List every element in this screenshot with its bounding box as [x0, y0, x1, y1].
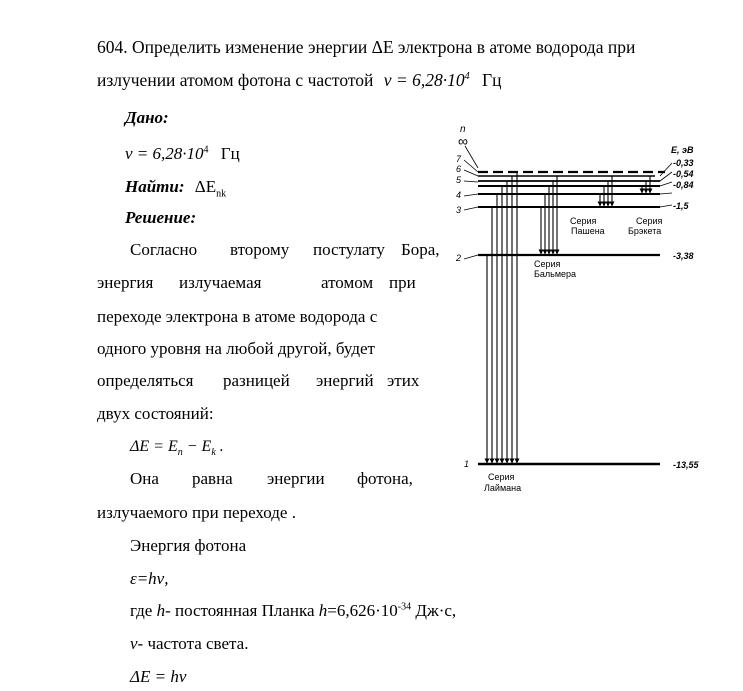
level-n-1-label: 1 [464, 459, 470, 469]
energy-n6-label: -0,33 [673, 158, 694, 168]
solution-paragraph-line-2: энергия излучаемая атомом при [97, 273, 416, 292]
energy-level-diagram [440, 118, 730, 503]
problem-title: 604. Определить изменение энергии ΔЕ электрона в атоме водорода при [97, 37, 636, 57]
problem-line-2-text: излучении атомом фотона с частотой [97, 70, 374, 90]
planck-definition: где h- постоянная Планка $h=6,626\cdot 10^{-34}$ Дж·с, [130, 601, 457, 620]
balmer-transitions [541, 176, 557, 254]
solution-paragraph-line-3: переходе электрона в атоме водорода с [97, 307, 378, 326]
solution-paragraph-line-1: Согласно второму постулату Бора, [130, 240, 440, 259]
energy-n3-label: -1,5 [673, 201, 689, 211]
balmer-series-label-1: Серия [534, 259, 561, 269]
solution-paragraph-line-4: одного уровня на любой другой, будет [97, 339, 375, 358]
paschen-series-label-2: Пашена [571, 226, 605, 236]
given-heading: Дано: [125, 108, 169, 127]
solution-paragraph-line-7: Она равна энергии фотона, [130, 469, 413, 488]
brackett-transitions [642, 176, 650, 193]
find-line: Найти: $\Delta E_{nk}$ [125, 177, 227, 200]
paschen-series-label-1: Серия [570, 216, 597, 226]
level-leader-lines [464, 146, 478, 259]
lyman-series-label-2: Лаймана [484, 483, 522, 493]
solution-paragraph-line-6: двух состояний: [97, 404, 214, 423]
solution-heading: Решение: [125, 208, 197, 227]
solution-paragraph-line-9: Энергия фотона [130, 536, 247, 555]
frequency-definition: ν- частота света. [130, 634, 249, 653]
brackett-series-label-1: Серия [636, 216, 663, 226]
level-n-2-label: 2 [456, 253, 462, 263]
energy-n4-label: -0,84 [673, 180, 694, 190]
level-n-4-label: 4 [456, 190, 462, 200]
balmer-series-label-2: Бальмера [534, 269, 577, 279]
equation-energy-equals-hv: ΔE = hν [130, 667, 187, 686]
lyman-series-label-1: Серия [488, 472, 515, 482]
lyman-transitions [487, 172, 517, 463]
energy-axis-label: E, эВ [671, 145, 694, 155]
energy-n1-label: -13,55 [673, 460, 699, 470]
energy-leader-lines [660, 163, 672, 207]
problem-frequency-unit: Гц [481, 70, 502, 90]
problem-frequency: $\nu = 6,28\cdot 10^4$ [383, 70, 470, 90]
equation-photon-energy: ε=hν, [130, 569, 169, 588]
infinity-label: ∞ [458, 133, 468, 149]
level-n-7-label: 7 [456, 154, 462, 164]
equation-energy-difference: $\Delta E = E_n - E_k$ . [130, 438, 224, 459]
level-n-5-label: 5 [456, 175, 462, 185]
given-value: $\nu = 6,28\cdot 10^4$ Гц [125, 144, 240, 163]
brackett-series-label-2: Брэкета [628, 226, 662, 236]
level-n-6-label: 6 [456, 164, 462, 174]
energy-n2-label: -3,38 [673, 251, 694, 261]
n-axis-label: n [460, 124, 466, 135]
solution-paragraph-line-5: определяться разницей энергий этих [97, 371, 420, 390]
solution-paragraph-line-8: излучаемого при переходе . [97, 503, 296, 522]
level-n-3-label: 3 [456, 205, 462, 215]
problem-line-2 [97, 69, 501, 91]
energy-n5-label: -0,54 [673, 169, 694, 179]
